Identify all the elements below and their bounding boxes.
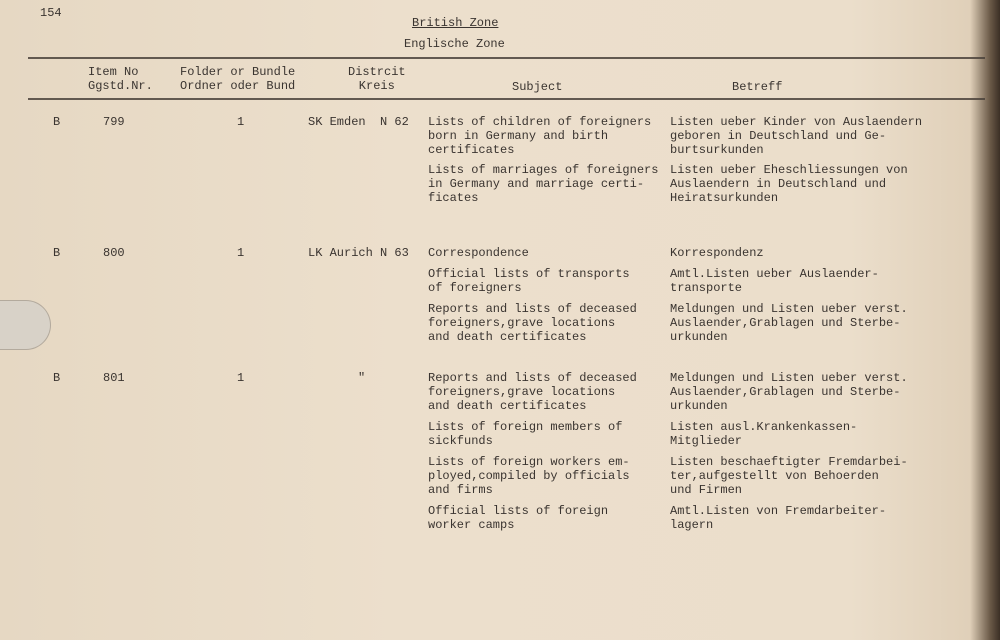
zone-code: B — [53, 246, 61, 260]
subject-entry: Lists of marriages of foreigners in Germany and marriage certi- ficates — [428, 163, 659, 205]
header-folder — [180, 65, 295, 93]
betreff-entry: Listen beschaeftigter Fremdarbei- ter,aufgestellt von Behoerden und Firmen — [670, 455, 908, 497]
district: SK Emden N 62 — [308, 115, 409, 129]
district: " — [358, 371, 366, 385]
betreff-entry: Listen ueber Kinder von Auslaendern geboren in Deutschland und Ge- burtsurkunden — [670, 115, 923, 157]
folder-number: 1 — [237, 115, 245, 129]
betreff-entry: Listen ueber Eheschliessungen von Auslaendern in Deutschland und Heiratsurkunden — [670, 163, 908, 205]
header-district-en: Distrcit — [348, 65, 406, 79]
betreff-entry: Listen ausl.Krankenkassen- Mitglieder — [670, 420, 858, 448]
betreff-entry: Amtl.Listen ueber Auslaender- transporte — [670, 267, 879, 295]
subject-entry: Official lists of transports of foreigners — [428, 267, 630, 295]
header-subject: Subject — [512, 80, 563, 94]
subject-entry: Lists of foreign members of sickfunds — [428, 420, 623, 448]
subject-entry: Reports and lists of deceased foreigners,grave locations and death certificates — [428, 371, 637, 413]
header-folder-de: Ordner oder Bund — [180, 79, 296, 93]
betreff-entry: Meldungen und Listen ueber verst. Auslaender,Grablagen und Sterbe- urkunden — [670, 371, 908, 413]
header-folder-en: Folder or Bundle — [180, 65, 296, 79]
header-betreff: Betreff — [732, 80, 783, 94]
item-number: 799 — [103, 115, 125, 129]
page-subtitle: Englische Zone — [404, 37, 505, 51]
page-number: 154 — [40, 6, 62, 20]
subject-entry: Reports and lists of deceased foreigners,grave locations and death certificates — [428, 302, 637, 344]
folder-number: 1 — [237, 371, 245, 385]
subject-entry: Official lists of foreign worker camps — [428, 504, 609, 532]
header-item-no-de: Ggstd.Nr. — [88, 79, 153, 93]
page-title: British Zone — [412, 16, 499, 30]
subject-entry: Lists of foreign workers em- ployed,compiled by officials and firms — [428, 455, 630, 497]
header-item-no-en: Item No — [88, 65, 139, 79]
header-district-de: Kreis — [358, 79, 395, 93]
district: LK Aurich N 63 — [308, 246, 409, 260]
header-item-no — [88, 65, 153, 93]
betreff-entry: Korrespondenz — [670, 246, 764, 260]
item-number: 801 — [103, 371, 125, 385]
binder-tab — [0, 300, 51, 350]
item-number: 800 — [103, 246, 125, 260]
subject-entry: Lists of children of foreigners born in Germany and birth certificates — [428, 115, 652, 157]
subject-entry: Correspondence — [428, 246, 529, 260]
zone-code: B — [53, 115, 61, 129]
betreff-entry: Meldungen und Listen ueber verst. Auslaender,Grablagen und Sterbe- urkunden — [670, 302, 908, 344]
betreff-entry: Amtl.Listen von Fremdarbeiter- lagern — [670, 504, 887, 532]
folder-number: 1 — [237, 246, 245, 260]
header-top-rule — [28, 57, 985, 59]
header-bottom-rule — [28, 98, 985, 100]
zone-code: B — [53, 371, 61, 385]
header-district — [348, 65, 406, 93]
